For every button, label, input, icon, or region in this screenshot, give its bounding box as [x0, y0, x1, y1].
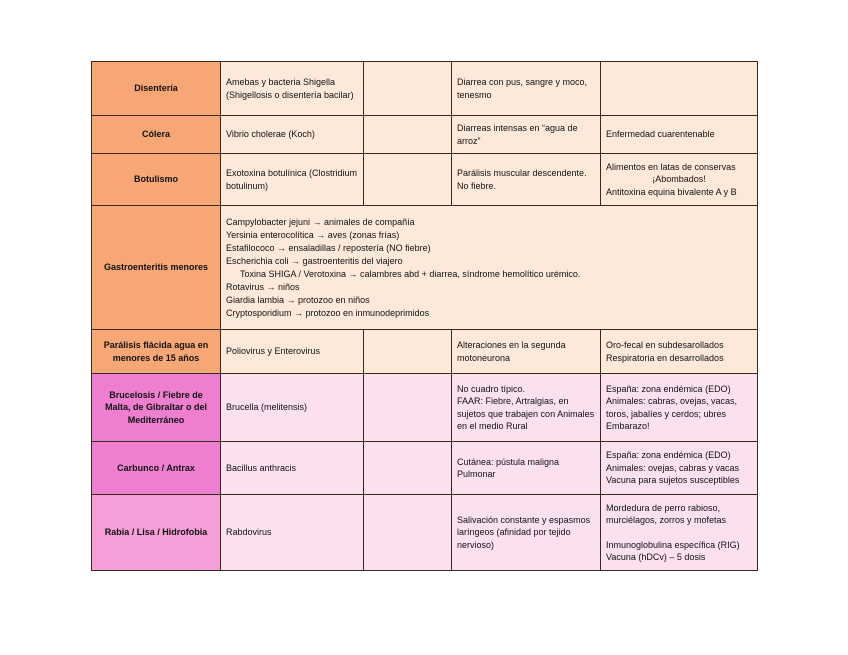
table-row: [92, 206, 758, 330]
table-row: [92, 62, 758, 116]
empty-cell: [364, 374, 452, 442]
table-row: [92, 442, 758, 495]
empty-cell: [364, 62, 452, 116]
clinic-cell: Alteraciones en la segunda motoneurona: [452, 330, 601, 374]
empty-cell: [364, 154, 452, 206]
agent-line: Yersinia enterocolítica → aves (zonas frías): [226, 229, 400, 240]
notes-cell: Alimentos en latas de conservas ¡Abombados! Antitoxina equina bivalente A y B: [601, 154, 758, 206]
agent-cell: Exotoxina botulínica (Clostridium botulinum): [221, 154, 364, 206]
table-row: [92, 116, 758, 154]
table-row: [92, 374, 758, 442]
table-row: [92, 495, 758, 571]
disease-name-cell: Botulismo: [92, 154, 221, 206]
clinic-cell: No cuadro típico. FAAR: Fiebre, Artralgias, en sujetos que trabajen con Animales en el medio Rural: [452, 374, 601, 442]
notes-cell: Mordedura de perro rabioso, murciélagos, zorros y mofetas Inmunoglobulina específica (RIG) Vacuna (hDCv) – 5 dosis: [601, 495, 758, 571]
agent-line: Giardia lambia → protozoo en niños: [226, 294, 370, 305]
table-row: [92, 330, 758, 374]
disease-name-cell: Cólera: [92, 116, 221, 154]
clinic-cell: Diarrea con pus, sangre y moco, tenesmo: [452, 62, 601, 116]
agent-line: Campylobacter jejuni → animales de compañía: [226, 216, 415, 227]
empty-cell: [364, 442, 452, 495]
clinic-cell: Diarreas intensas en “agua de arroz”: [452, 116, 601, 154]
disease-table: [91, 61, 758, 571]
agent-cell: Rabdovirus: [221, 495, 364, 571]
notes-cell: España: zona endémica (EDO) Animales: cabras, ovejas, vacas, toros, jabalíes y cerdos; ubres Embarazo!: [601, 374, 758, 442]
clinic-cell: Parálisis muscular descendente. No fiebre.: [452, 154, 601, 206]
empty-cell: [364, 116, 452, 154]
agent-line: Toxina SHIGA / Verotoxina → calambres abd + diarrea, síndrome hemolítico urémico.: [240, 268, 581, 279]
disease-name-cell: Carbunco / Antrax: [92, 442, 221, 495]
notes-cell: Oro-fecal en subdesarollados Respiratoria en desarrollados: [601, 330, 758, 374]
table-row: [92, 154, 758, 206]
disease-name-cell: Parálisis flácida agua en menores de 15 años: [92, 330, 221, 374]
agent-line: Rotavirus → niños: [226, 281, 300, 292]
disease-name-cell: Brucelosis / Fiebre de Malta, de Gibraltar o del Mediterráneo: [92, 374, 221, 442]
agent-cell: Vibrio cholerae (Koch): [221, 116, 364, 154]
agent-cell: Brucella (melitensis): [221, 374, 364, 442]
agent-cell: Amebas y bacteria Shigella (Shigellosis o disentería bacilar): [221, 62, 364, 116]
disease-name-cell: Gastroenteritis menores: [92, 206, 221, 330]
disease-name-cell: Rabia / Lisa / Hidrofobia: [92, 495, 221, 571]
notes-cell: Enfermedad cuarentenable: [601, 116, 758, 154]
agent-line: Escherichia coli → gastroenteritis del viajero: [226, 255, 403, 266]
notes-cell: [601, 62, 758, 116]
clinic-cell: Salivación constante y espasmos laríngeos (afinidad por tejido nervioso): [452, 495, 601, 571]
agent-cell: Poliovirus y Enterovirus: [221, 330, 364, 374]
agent-line: Cryptosporidium → protozoo en inmunodeprimidos: [226, 307, 430, 318]
clinic-cell: Cutánea: pústula maligna Pulmonar: [452, 442, 601, 495]
disease-name-cell: Disentería: [92, 62, 221, 116]
agent-cell: Bacillus anthracis: [221, 442, 364, 495]
empty-cell: [364, 330, 452, 374]
agent-list-cell: [221, 206, 758, 330]
notes-cell: España: zona endémica (EDO) Animales: ovejas, cabras y vacas Vacuna para sujetos susceptibles: [601, 442, 758, 495]
agent-line: Estafilococo → ensaladillas / repostería (NO fiebre): [226, 242, 431, 253]
empty-cell: [364, 495, 452, 571]
